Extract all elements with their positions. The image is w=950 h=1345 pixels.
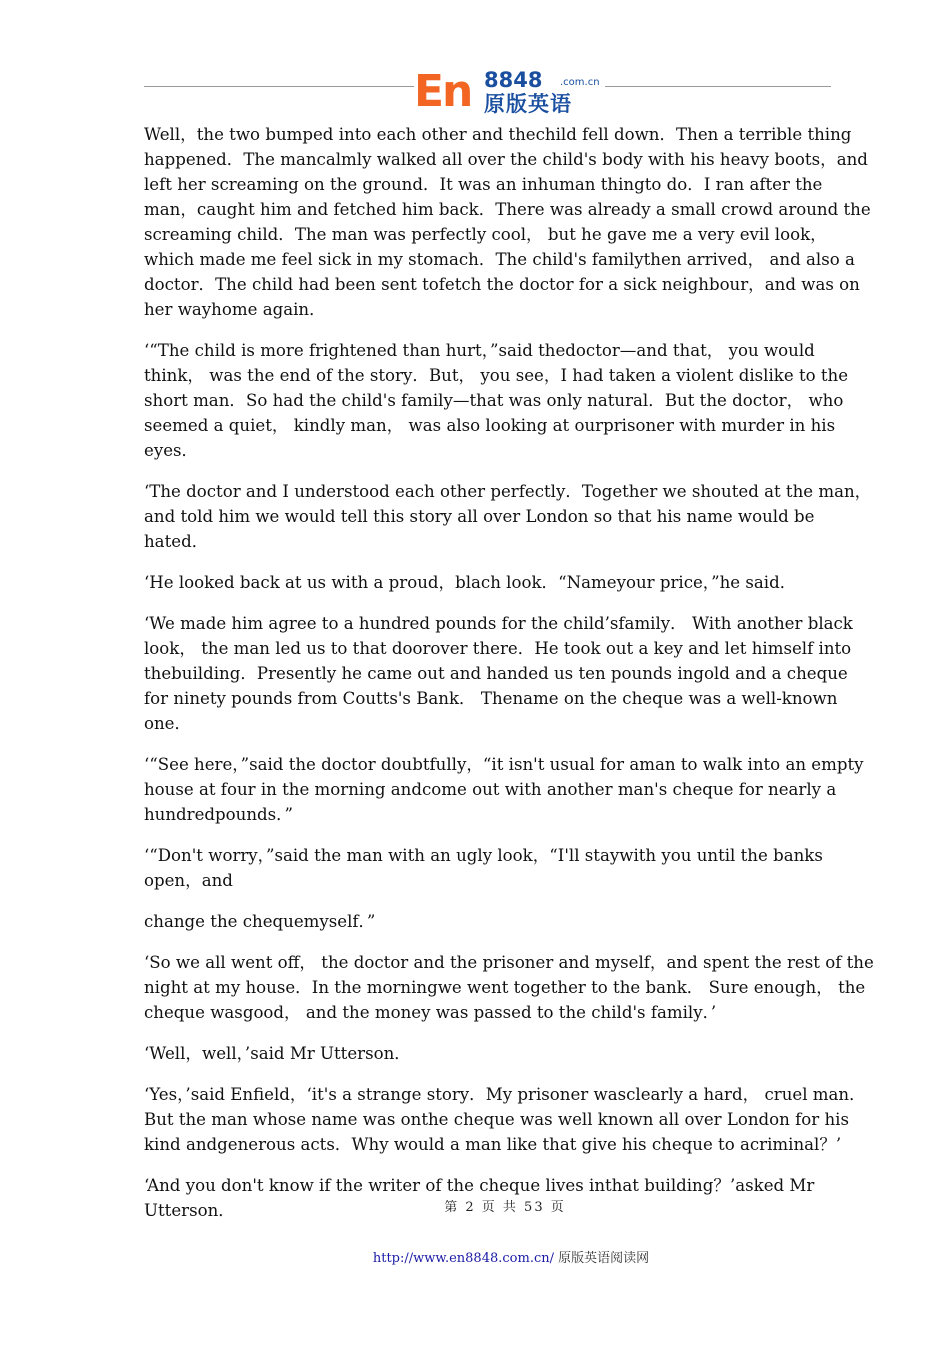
paragraph: ‘So we all went off， the doctor and the prisoner and myself，and spent the rest of the night at my house．In the morningwe went together to the bank． Sure enough， the cheque wasgood， and the money was passed to the child's family．’ xyxy=(144,953,874,1022)
logo-chinese: 原版英语 xyxy=(484,92,572,116)
paragraph: ‘Well，well，’said Mr Utterson． xyxy=(144,1044,411,1063)
paragraph: ‘“See here，”said the doctor doubtfully，“it isn't usual for aman to walk into an empty house at four in the morning andcome out with another man's cheque for nearly a hundredpounds．” xyxy=(144,755,864,824)
page-number: 第 2 页 共 53 页 xyxy=(444,1200,566,1215)
document-body xyxy=(144,122,874,1239)
logo-en: En xyxy=(414,66,472,117)
logo-domain: .com.cn xyxy=(560,77,600,88)
footer-site-name: 原版英语阅读网 xyxy=(558,1251,650,1266)
paragraph: ‘He looked back at us with a proud，blach look．“Nameyour price，”he said． xyxy=(144,573,797,592)
header-rule-right xyxy=(605,86,831,87)
paragraph: ‘“Don't worry，”said the man with an ugly look，“I'll staywith you until the banks open，and xyxy=(144,846,823,890)
paragraph: Well，the two bumped into each other and thechild fell down．Then a terrible thing happened．The mancalmly walked all over the child's body with his heavy boots，and left her screaming on the ground．It was an inhuman thingto do．I ran after the man，caught him and fetched him back．There was already a small crowd around the screaming child．The man was perfectly cool， but he gave me a very evil look，which made me feel sick in my stomach．The child's familythen arrived， and also a doctor．The child had been sent tofetch the doctor for a sick neighbour，and was on her wayhome again． xyxy=(144,125,871,319)
logo-number: 8848 xyxy=(484,68,543,92)
paragraph: ‘Yes，’said Enfield，‘it's a strange story．My prisoner wasclearly a hard， cruel man． But the man whose name was onthe cheque was well known all over London for his kind andgenerous acts．Why would a man like that give his cheque to acriminal？’ xyxy=(144,1085,866,1154)
header-rule-left xyxy=(144,86,414,87)
paragraph: ‘The doctor and I understood each other perfectly．Together we shouted at the man，and told him we would tell this story all over London so that his name would be hated． xyxy=(144,482,872,551)
footer xyxy=(0,1247,950,1266)
paragraph: ‘And you don't know if the writer of the cheque lives inthat building？’asked Mr Utterson． xyxy=(144,1176,815,1220)
site-logo[interactable] xyxy=(414,67,606,117)
footer-link[interactable]: http://www.en8848.com.cn/ xyxy=(372,1251,554,1266)
paragraph: change the chequemyself．” xyxy=(144,912,376,931)
paragraph: ‘We made him agree to a hundred pounds for the child’sfamily． With another black look， the man led us to that doorover there．He took out a key and let himself into thebuilding．Presently he came out and handed us ten pounds ingold and a cheque for ninety pounds from Coutts's Bank． Thename on the cheque was a well-known one． xyxy=(144,614,853,733)
paragraph: ‘“The child is more frightened than hurt，”said thedoctor—and that， you would think， was the end of the story．But， you see，I had taken a violent dislike to the short man．So had the child's family—that was only natural．But the doctor， who seemed a quiet， kindly man， was also looking at ourprisoner with murder in his eyes． xyxy=(144,341,849,460)
